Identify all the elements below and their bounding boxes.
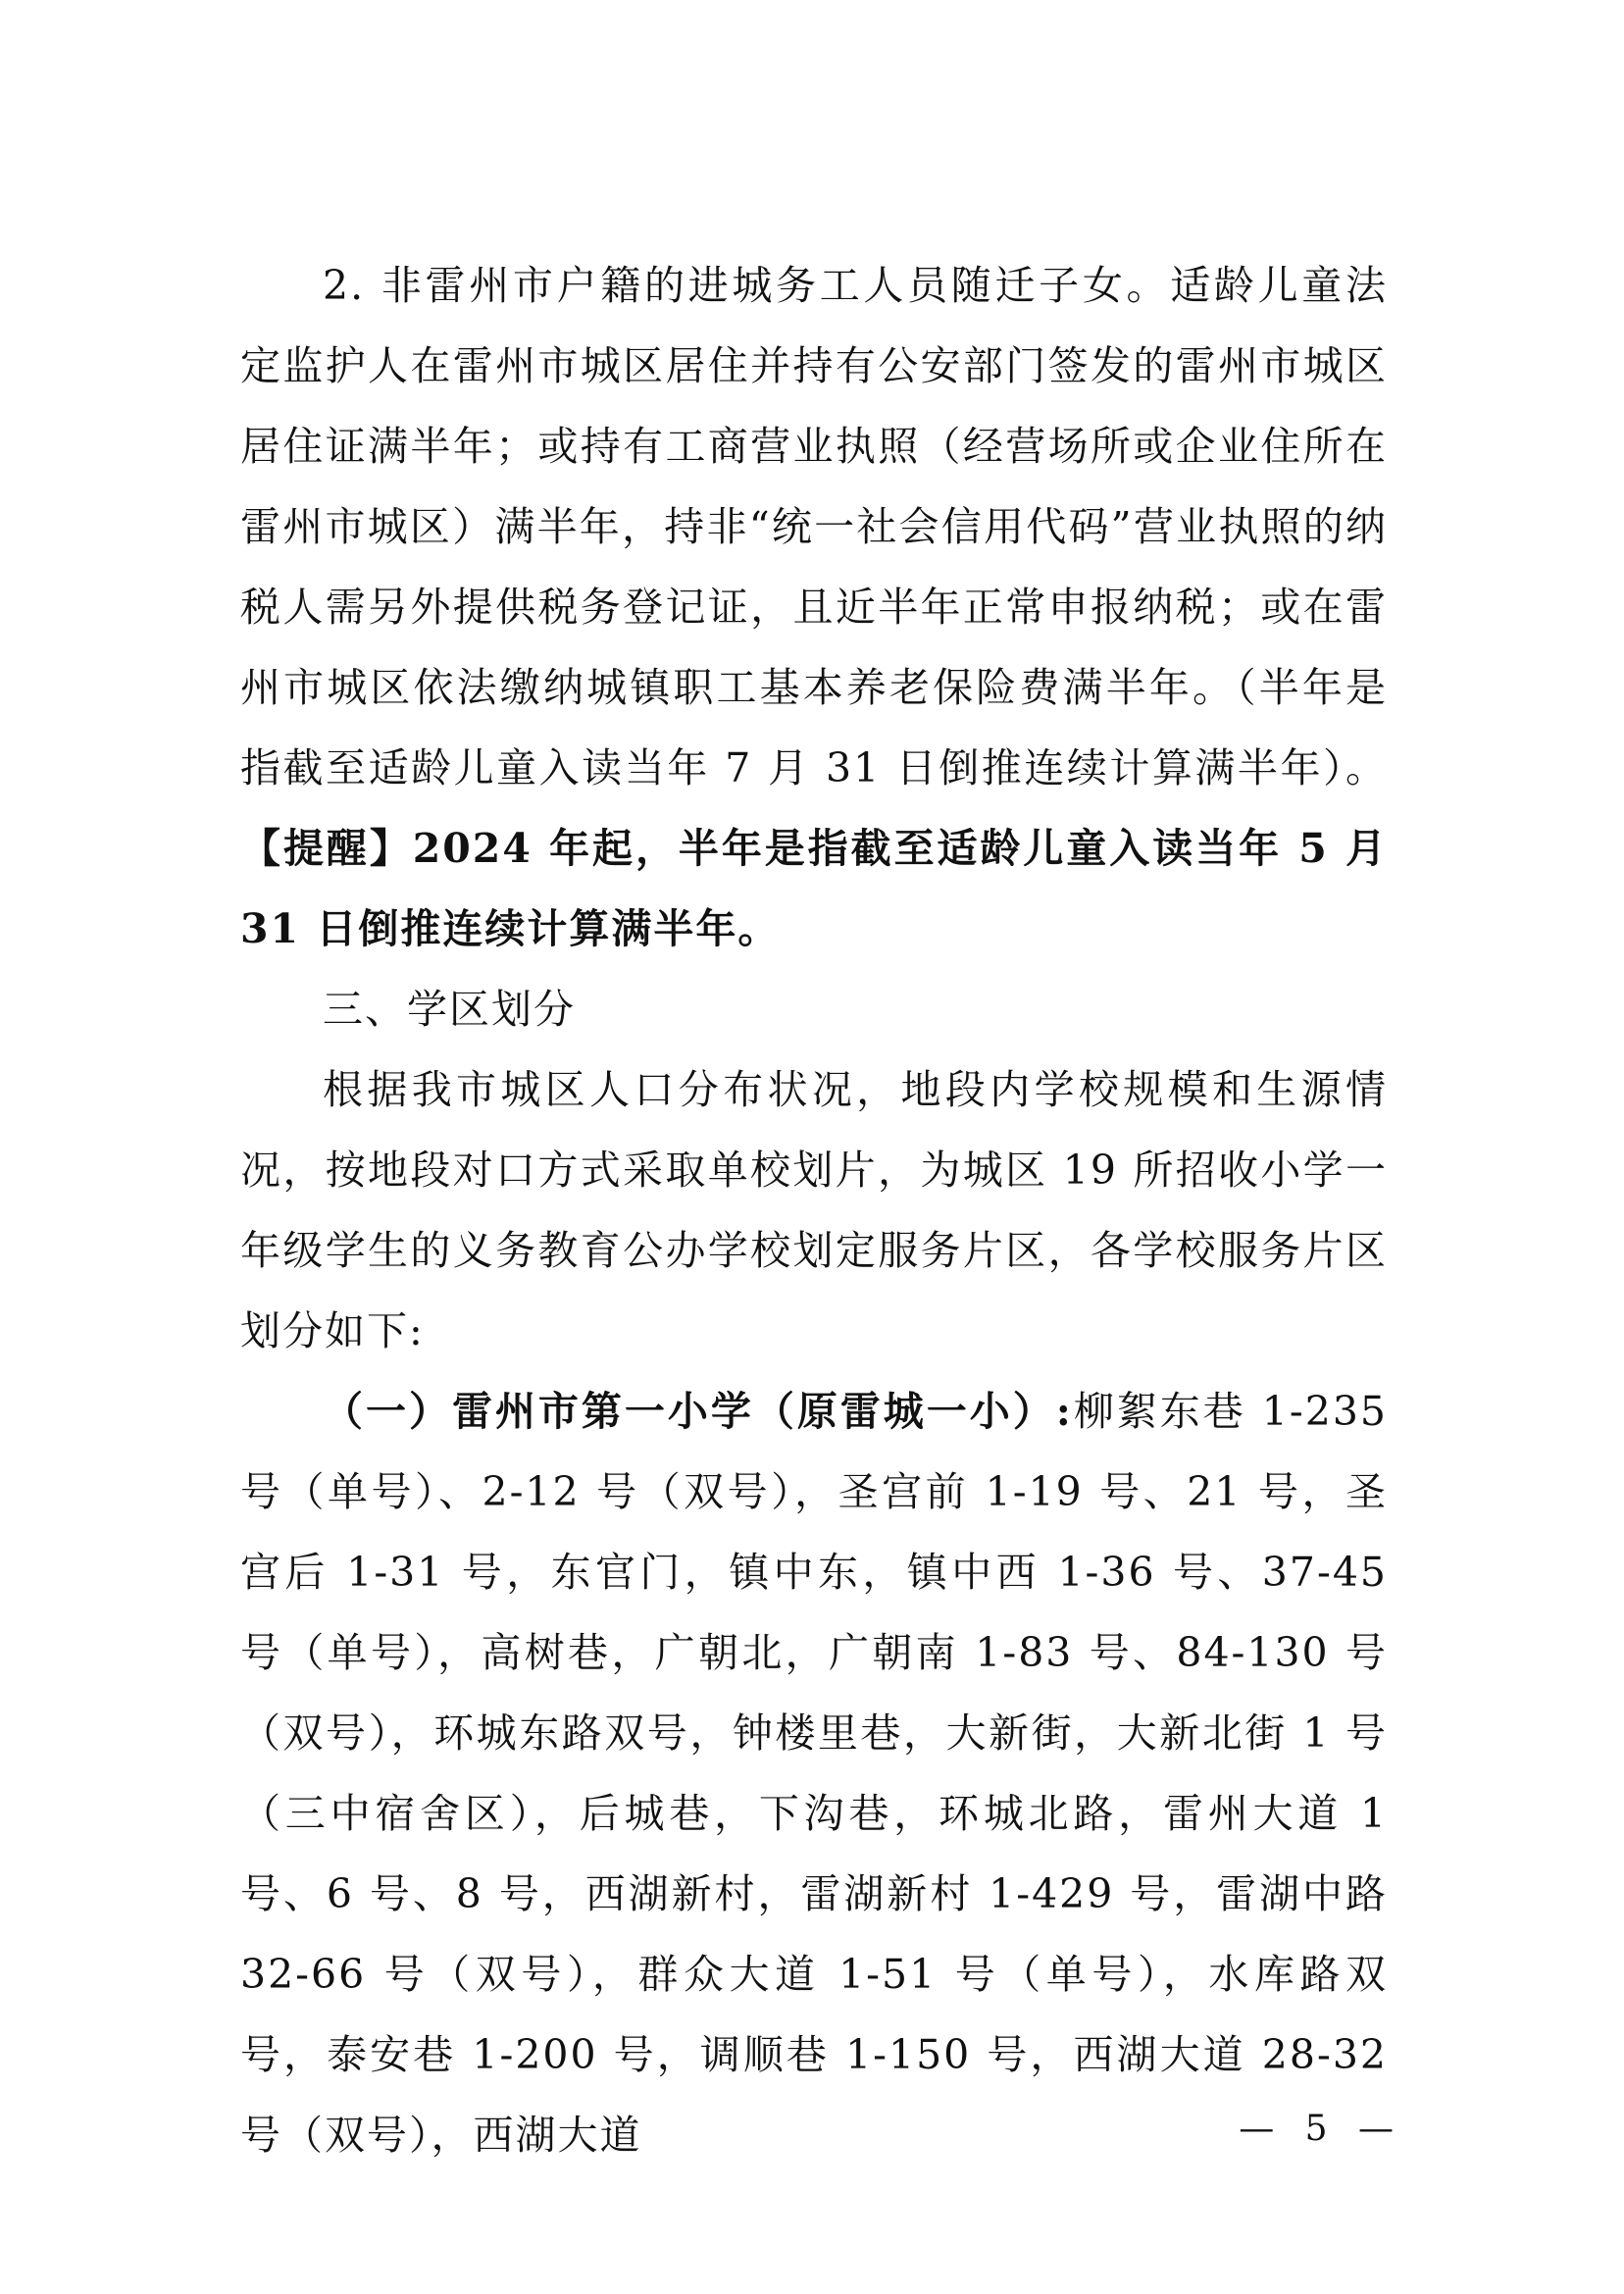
section-heading: 三、学区划分 (323, 986, 576, 1033)
page-number: — 5 — (1239, 2109, 1403, 2149)
school-name: （一）雷州市第一小学（原雷城一小）: (323, 1388, 1073, 1435)
paragraph-district-intro: 根据我市城区人口分布状况，地段内学校规模和生源情况，按地段对口方式采取单校划片，为城区 19 所招收小学一年级学生的义务教育公办学校划定服务片区，各学校服务片区划分如下: (240, 1066, 1388, 1354)
body-text (240, 245, 1388, 2175)
reminder-text: 【提醒】2024 年起，半年是指截至适龄儿童入读当年 5 月 31 日倒推连续计算满半年。 (240, 825, 1388, 952)
residence-requirement-text: 2. 非雷州市户籍的进城务工人员随迁子女。适龄儿童法定监护人在雷州市城区居住并持有公安部门签发的雷州市城区居住证满半年；或持有工商营业执照（经营场所或企业住所在雷州市城区）满半年，持非“统一社会信用代码”营业执照的纳税人需另外提供税务登记证，且近半年正常申报纳税；或在雷州市城区依法缴纳城镇职工基本养老保险费满半年。（半年是指截至适龄儿童入读当年 7 月 31 日倒推连续计算满半年）。 (240, 262, 1388, 791)
school-service-area: 柳絮东巷 1-235 号（单号）、2-12 号（双号），圣宫前 1-19 号、21 号，圣宫后 1-31 号，东官门，镇中东，镇中西 1-36 号、37-45 号（单号），高树巷，广朝北，广朝南 1-83 号、84-130 号（双号），环城东路双号，钟楼里巷，大新街，大新北街 1 号（三中宿舍区），后城巷，下沟巷，环城北路，雷州大道 1 号、6 号、8 号，西湖新村，雷湖新村 1-429 号，雷湖中路 32-66 号（双号），群众大道 1-51 号（单号），水库路双号，泰安巷 1-200 号，调顺巷 1-150 号，西湖大道 28-32 号（双号），西湖大道 (240, 1388, 1388, 2159)
paragraph-residence-requirement (240, 245, 1388, 969)
paragraph-school-one (240, 1371, 1388, 2175)
